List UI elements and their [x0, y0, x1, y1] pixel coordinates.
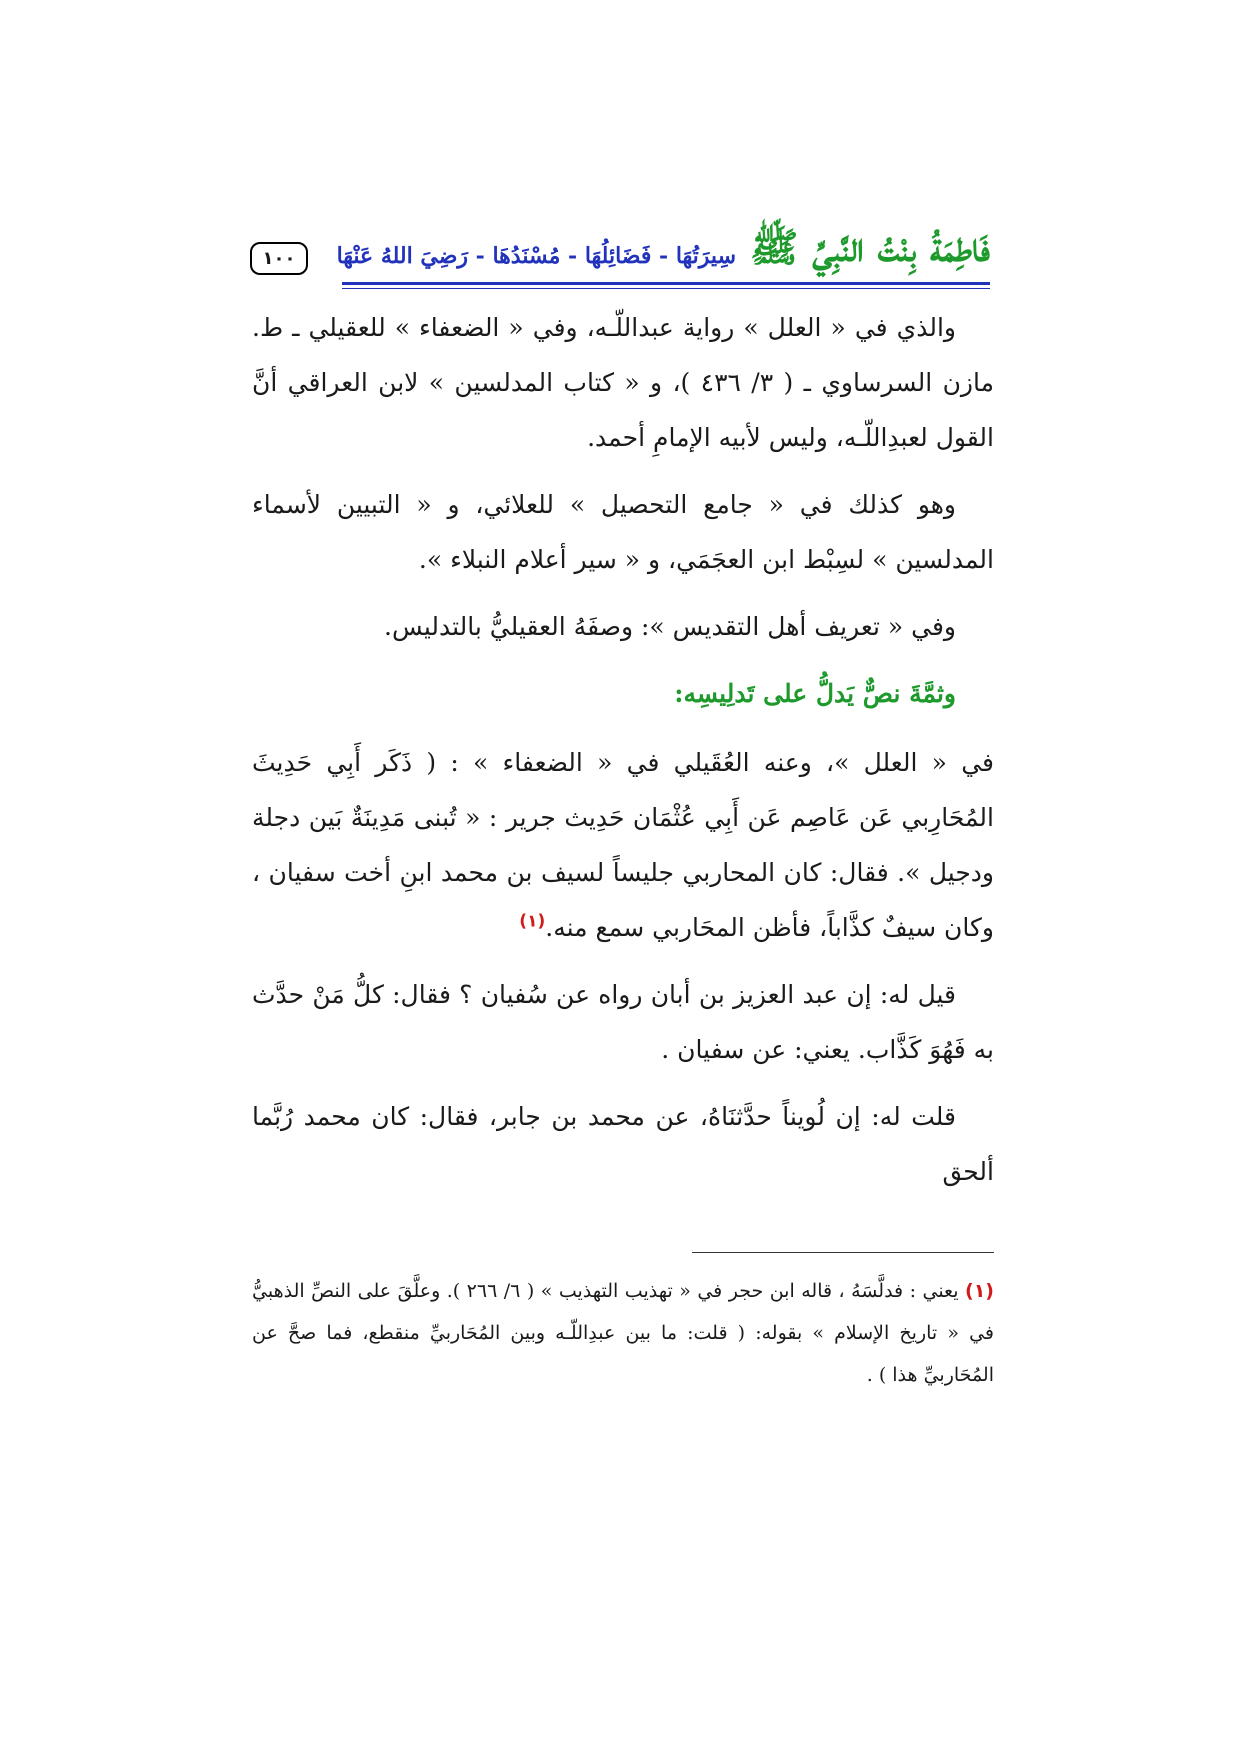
footnotes: [252, 1270, 994, 1396]
book-subtitle: سِيرَتُهَا - فَضَائِلُهَا - مُسْنَدُهَا - رَضِيَ اللهُ عَنْهَا: [336, 243, 736, 269]
header-rule: [342, 282, 990, 285]
footnote-item: [252, 1270, 994, 1396]
page-header: [250, 180, 990, 280]
book-title: فَاطِمَةُ بِنْتُ النَّبِيِّ ﷺ: [750, 224, 990, 271]
footnote-divider: [692, 1252, 994, 1253]
quote-text: في « العلل »، وعنه العُقَيلي في « الضعفاء » : ( ذَكَر أَبِي حَدِيثَ المُحَارِبي عَن عَاصِم عَن أَبِي عُثْمَان حَدِيث جرير : « تُبنى مَدِينَةٌ بَين دجلة ودجيل ». فقال: كان المحاربي جليساً لسيف بن محمد ابنِ أخت سفيان ، وكان سيفٌ كذَّاباً، فأظن المحَاربي سمع منه.: [252, 748, 994, 942]
paragraph: والذي في « العلل » رواية عبداللّـه، وفي « الضعفاء » للعقيلي ـ ط. مازن السرساوي ـ ( ٣/ ٤٣٦ )، و « كتاب المدلسين » لابن العراقي أنَّ القول لعبدِاللّـه، وليس لأبيه الإمامِ أحمد.: [252, 313, 995, 452]
footnote-reference[interactable]: (١): [519, 911, 546, 932]
paragraph: قيل له: إن عبد العزيز بن أبان رواه عن سُفيان ؟ فقال: كلُّ مَنْ حدَّث به فَهُوَ كَذَّاب. يعني: عن سفيان .: [252, 980, 994, 1064]
paragraph: قلت له: إن لُويناً حدَّثنَاهُ، عن محمد بن جابر، فقال: كان محمد رُبَّما ألحق: [252, 1102, 994, 1186]
paragraph: وهو كذلك في « جامع التحصيل » للعلائي، و « التبيين لأسماء المدلسين » لسِبْط ابن العجَمَي، و « سير أعلام النبلاء ».: [252, 490, 994, 574]
running-title: [336, 220, 990, 276]
paragraph: وفي « تعريف أهل التقديس »: وصفَهُ العقيليُّ بالتدليس.: [384, 612, 956, 641]
page-number: ١٠٠: [250, 242, 308, 275]
quote-paragraph: [252, 735, 994, 955]
header-rule-secondary: [342, 288, 990, 289]
section-heading: وثمَّةَ نصٌّ يَدلُّ على تَدلِيسِه:: [674, 679, 956, 708]
footnote-text: يعني : فدلَّسَهُ ، قاله ابن حجر في « تهذيب التهذيب » ( ٦/ ٢٦٦ ). وعلَّقَ على النصِّ الذهبيُّ في « تاريخ الإسلام » بقوله: ( قلت: ما بين عبدِاللّـه وبين المُحَاربيِّ منقطع، فما صحَّ عن المُحَاربيِّ هذا ) .: [252, 1280, 994, 1386]
footnote-number: (١): [965, 1280, 994, 1302]
main-text: [252, 300, 994, 1211]
